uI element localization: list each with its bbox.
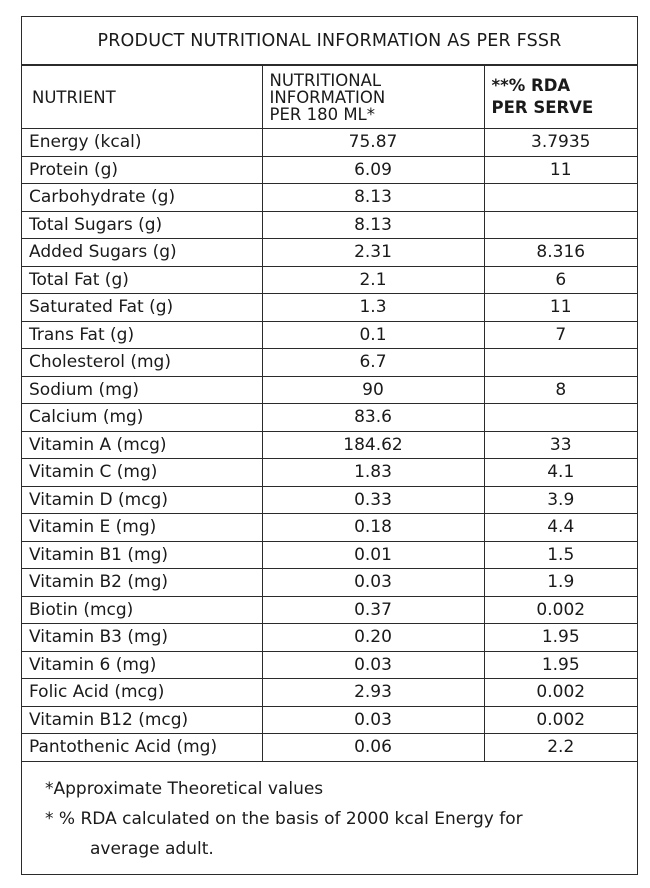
table-row [22,596,637,624]
nutrient-value: 83.6 [262,404,484,432]
nutrient-name: Pantothenic Acid (mg) [22,734,262,762]
table-row [22,211,637,239]
nutrient-rda: 11 [484,156,637,184]
table-row [22,706,637,734]
nutrient-value: 0.03 [262,706,484,734]
table-row [22,734,637,762]
nutrient-rda: 6 [484,266,637,294]
table-row [22,431,637,459]
nutrient-name: Biotin (mcg) [22,596,262,624]
nutrient-value: 2.93 [262,679,484,707]
table-row [22,569,637,597]
nutrient-value: 0.01 [262,541,484,569]
nutrient-value: 75.87 [262,129,484,157]
nutrient-name: Vitamin B2 (mg) [22,569,262,597]
nutrient-name: Folic Acid (mcg) [22,679,262,707]
nutrient-value: 0.33 [262,486,484,514]
nutrient-value: 8.13 [262,211,484,239]
nutrient-value: 2.31 [262,239,484,267]
nutrient-value: 2.1 [262,266,484,294]
nutrient-value: 0.1 [262,321,484,349]
nutrient-rda: 4.1 [484,459,637,487]
nutrient-name: Vitamin A (mcg) [22,431,262,459]
nutrient-name: Vitamin B12 (mcg) [22,706,262,734]
nutrient-value: 0.03 [262,569,484,597]
footnote-rda-continued: average adult. [90,839,214,859]
nutrient-rda: 8 [484,376,637,404]
nutrient-rda [484,404,637,432]
nutrient-value: 1.83 [262,459,484,487]
panel-title: PRODUCT NUTRITIONAL INFORMATION AS PER FSSR [22,17,637,65]
nutrient-rda: 8.316 [484,239,637,267]
table-header-row [22,66,637,129]
nutrient-name: Vitamin 6 (mg) [22,651,262,679]
nutrient-value: 6.09 [262,156,484,184]
nutrient-rda: 4.4 [484,514,637,542]
nutrient-name: Saturated Fat (g) [22,294,262,322]
nutrient-rda [484,349,637,377]
table-row [22,486,637,514]
nutrition-panel [21,16,638,875]
table-row [22,184,637,212]
nutrient-value: 0.37 [262,596,484,624]
nutrient-value: 0.18 [262,514,484,542]
table-row [22,651,637,679]
nutrient-name: Total Sugars (g) [22,211,262,239]
nutrient-rda [484,184,637,212]
nutrient-name: Cholesterol (mg) [22,349,262,377]
table-row [22,679,637,707]
nutrient-rda: 1.95 [484,651,637,679]
table-row [22,349,637,377]
nutrient-rda: 1.9 [484,569,637,597]
nutrient-value: 6.7 [262,349,484,377]
header-per-serve: NUTRITIONAL INFORMATION PER 180 ML* [262,66,484,129]
nutrient-value: 0.03 [262,651,484,679]
nutrient-value: 8.13 [262,184,484,212]
nutrient-rda: 11 [484,294,637,322]
nutrient-rda: 0.002 [484,706,637,734]
nutrient-value: 0.20 [262,624,484,652]
table-row [22,266,637,294]
nutrient-name: Calcium (mg) [22,404,262,432]
nutrient-rda: 0.002 [484,679,637,707]
nutrient-rda: 2.2 [484,734,637,762]
nutrient-name: Sodium (mg) [22,376,262,404]
nutrient-value: 90 [262,376,484,404]
nutrition-table [22,65,637,762]
nutrient-name: Energy (kcal) [22,129,262,157]
nutrient-name: Added Sugars (g) [22,239,262,267]
nutrient-value: 0.06 [262,734,484,762]
nutrient-name: Trans Fat (g) [22,321,262,349]
nutrient-name: Vitamin D (mcg) [22,486,262,514]
nutrient-value: 184.62 [262,431,484,459]
nutrient-name: Carbohydrate (g) [22,184,262,212]
nutrient-name: Protein (g) [22,156,262,184]
header-nutrient: NUTRIENT [22,66,262,129]
table-row [22,129,637,157]
nutrient-rda: 1.5 [484,541,637,569]
table-row [22,514,637,542]
footnote-rda: * % RDA calculated on the basis of 2000 kcal Energy for [45,809,523,829]
table-row [22,404,637,432]
table-row [22,459,637,487]
footnote-approximate: *Approximate Theoretical values [45,779,324,799]
table-row [22,541,637,569]
nutrient-name: Total Fat (g) [22,266,262,294]
header-rda: **% RDA PER SERVE [484,66,637,129]
nutrient-name: Vitamin B3 (mg) [22,624,262,652]
table-row [22,321,637,349]
nutrient-rda [484,211,637,239]
table-row [22,294,637,322]
table-row [22,156,637,184]
nutrient-rda: 33 [484,431,637,459]
table-row [22,624,637,652]
nutrient-rda: 1.95 [484,624,637,652]
nutrient-name: Vitamin E (mg) [22,514,262,542]
nutrient-rda: 3.9 [484,486,637,514]
nutrient-rda: 3.7935 [484,129,637,157]
nutrient-name: Vitamin C (mg) [22,459,262,487]
nutrient-rda: 7 [484,321,637,349]
nutrient-value: 1.3 [262,294,484,322]
table-row [22,239,637,267]
nutrient-name: Vitamin B1 (mg) [22,541,262,569]
nutrient-rda: 0.002 [484,596,637,624]
table-row [22,376,637,404]
